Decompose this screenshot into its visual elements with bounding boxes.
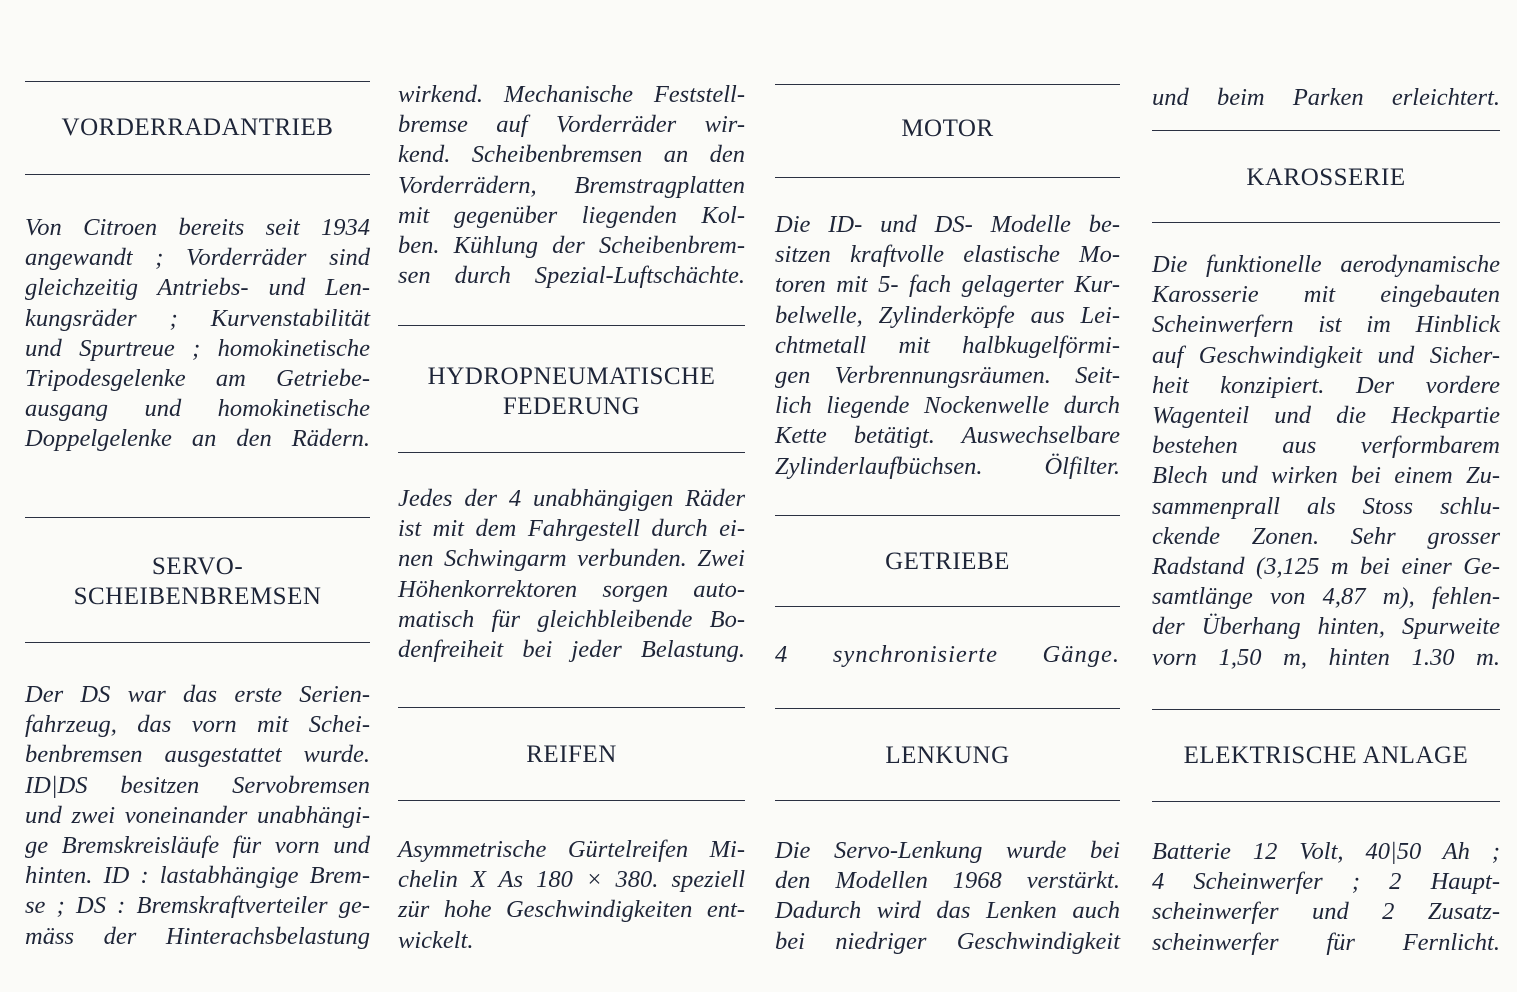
text-line: und beim Parken erleichtert. [1152, 84, 1500, 111]
rule [398, 325, 745, 326]
text-line: mäss der Hinterachsbelastung [25, 922, 370, 950]
text-line: bei niedriger Geschwindigkeit [775, 927, 1120, 955]
section-heading: LENKUNG [885, 742, 1010, 769]
section-heading: VORDERRADANTRIEB [61, 114, 334, 141]
section-heading: ELEKTRISCHE ANLAGE [1183, 742, 1469, 769]
section-heading: MOTOR [901, 115, 994, 142]
section-text [25, 680, 370, 952]
text-line: bestehen aus verformbarem [1152, 432, 1500, 460]
text-line: sen durch Spezial-Luftschächte. [398, 262, 745, 290]
text-line: gleichzeitig Antriebs- und Len- [25, 274, 370, 302]
text-line: kungsräder ; Kurvenstabilität [25, 304, 370, 332]
rule [25, 81, 370, 82]
text-line: samtlänge von 4,87 m), fehlen- [1152, 583, 1500, 611]
rule [775, 177, 1120, 178]
rule [775, 800, 1120, 801]
section-heading: KAROSSERIE [1246, 164, 1406, 191]
text-line: belwelle, Zylinderköpfe aus Lei- [775, 301, 1120, 329]
section-heading: GETRIEBE [885, 548, 1010, 575]
rule [775, 606, 1120, 607]
section-heading: SERVO- SCHEIBENBREMSEN [73, 553, 322, 610]
rule [398, 707, 745, 708]
text-line: ben. Kühlung der Scheibenbrem- [398, 232, 745, 260]
text-line: Dadurch wird das Lenken auch [775, 897, 1120, 925]
text-line: Blech und wirken bei einem Zu- [1152, 462, 1500, 490]
rule [1152, 130, 1500, 131]
text-line: denfreiheit bei jeder Belastung. [398, 636, 745, 664]
text-line: mit gegenüber liegenden Kol- [398, 201, 745, 229]
text-line: ID|DS besitzen Servobremsen [25, 771, 370, 799]
section-heading: REIFEN [526, 741, 617, 768]
rule [25, 174, 370, 175]
text-line: scheinwerfer und 2 Zusatz- [1152, 898, 1500, 926]
text-line: ist mit dem Fahrgestell durch ei- [398, 515, 745, 543]
text-line: und Spurtreue ; homokinetische [25, 334, 370, 362]
text-line: Von Citroen bereits seit 1934 [25, 214, 370, 241]
section-text [398, 484, 745, 665]
text-line: Die ID- und DS- Modelle be- [775, 211, 1120, 238]
rule [1152, 222, 1500, 223]
text-line: chtmetall mit halbkugelförmi- [775, 331, 1120, 359]
text-line: heit konzipiert. Der vordere [1152, 371, 1500, 399]
rule [398, 452, 745, 453]
text-line: se ; DS : Bremskraftverteiler ge- [25, 892, 370, 920]
text-line: vorn 1,50 m, hinten 1.30 m. [1152, 643, 1500, 671]
text-line: Kette betätigt. Auswechselbare [775, 422, 1120, 450]
text-line: lich liegende Nockenwelle durch [775, 392, 1120, 420]
text-line: ge Bremskreisläufe für vorn und [25, 832, 370, 860]
rule [775, 708, 1120, 709]
text-line: ckende Zonen. Sehr grosser [1152, 522, 1500, 550]
text-line: sitzen kraftvolle elastische Mo- [775, 241, 1120, 269]
rule [1152, 709, 1500, 710]
text-line: wirkend. Mechanische Feststell- [398, 81, 745, 108]
text-line: 4 Scheinwerfer ; 2 Haupt- [1152, 868, 1500, 896]
rule [25, 642, 370, 643]
text-line: toren mit 5- fach gelagerter Kur- [775, 271, 1120, 299]
text-line: kend. Scheibenbremsen an den [398, 141, 745, 169]
section-text [398, 80, 745, 291]
rule [775, 515, 1120, 516]
text-line: matisch für gleichbleibende Bo- [398, 605, 745, 633]
text-line: Scheinwerfern ist im Hinblick [1152, 311, 1500, 339]
section-text [398, 835, 745, 956]
text-line: fahrzeug, das vorn mit Schei- [25, 711, 370, 739]
text-line: zür hohe Geschwindigkeiten ent- [398, 896, 745, 924]
section-text [775, 836, 1120, 957]
text-line: Wagenteil und die Heckpartie [1152, 402, 1500, 430]
text-line: Karosserie mit eingebauten [1152, 281, 1500, 309]
section-text [1152, 837, 1500, 958]
section-text [1152, 83, 1500, 113]
text-line: Doppelgelenke an den Rädern. [25, 425, 370, 453]
rule [775, 84, 1120, 85]
text-line: Der DS war das erste Serien- [25, 681, 370, 708]
text-line: Batterie 12 Volt, 40|50 Ah ; [1152, 838, 1500, 865]
text-line: der Überhang hinten, Spurweite [1152, 613, 1500, 641]
section-heading: HYDROPNEUMATISCHE FEDERUNG [427, 363, 716, 420]
text-line: sammenprall als Stoss schlu- [1152, 492, 1500, 520]
section-text [775, 210, 1120, 482]
text-line: Die funktionelle aerodynamische [1152, 251, 1500, 278]
text-line: Radstand (3,125 m bei einer Ge- [1152, 553, 1500, 581]
text-line: hinten. ID : lastabhängige Brem- [25, 862, 370, 890]
text-line: benbremsen ausgestattet wurde. [25, 741, 370, 769]
text-line: Jedes der 4 unabhängigen Räder [398, 485, 745, 512]
section-text [1152, 250, 1500, 673]
text-line: Höhenkorrektoren sorgen auto- [398, 575, 745, 603]
text-line: 4 synchronisierte Gänge. [775, 641, 1120, 668]
text-line: ausgang und homokinetische [25, 395, 370, 423]
text-line: Vorderrädern, Bremstragplatten [398, 171, 745, 199]
text-line: angewandt ; Vorderräder sind [25, 244, 370, 272]
text-line: gen Verbrennungsräumen. Seit- [775, 362, 1120, 390]
text-line: Tripodesgelenke am Getriebe- [25, 365, 370, 393]
text-line: nen Schwingarm verbunden. Zwei [398, 545, 745, 573]
text-line: chelin X As 180 × 380. speziell [398, 866, 745, 894]
text-line: Die Servo-Lenkung wurde bei [775, 837, 1120, 864]
section-text [775, 640, 1120, 670]
rule [25, 517, 370, 518]
text-line: Asymmetrische Gürtelreifen Mi- [398, 836, 745, 863]
text-line: wickelt. [398, 926, 474, 954]
text-line: scheinwerfer für Fernlicht. [1152, 928, 1500, 956]
rule [398, 800, 745, 801]
text-line: Zylinderlaufbüchsen. Ölfilter. [775, 452, 1120, 480]
rule [1152, 801, 1500, 802]
text-line: auf Geschwindigkeit und Sicher- [1152, 341, 1500, 369]
text-line: bremse auf Vorderräder wir- [398, 111, 745, 139]
section-text [25, 213, 370, 455]
text-line: den Modellen 1968 verstärkt. [775, 867, 1120, 895]
text-line: und zwei voneinander unabhängi- [25, 801, 370, 829]
